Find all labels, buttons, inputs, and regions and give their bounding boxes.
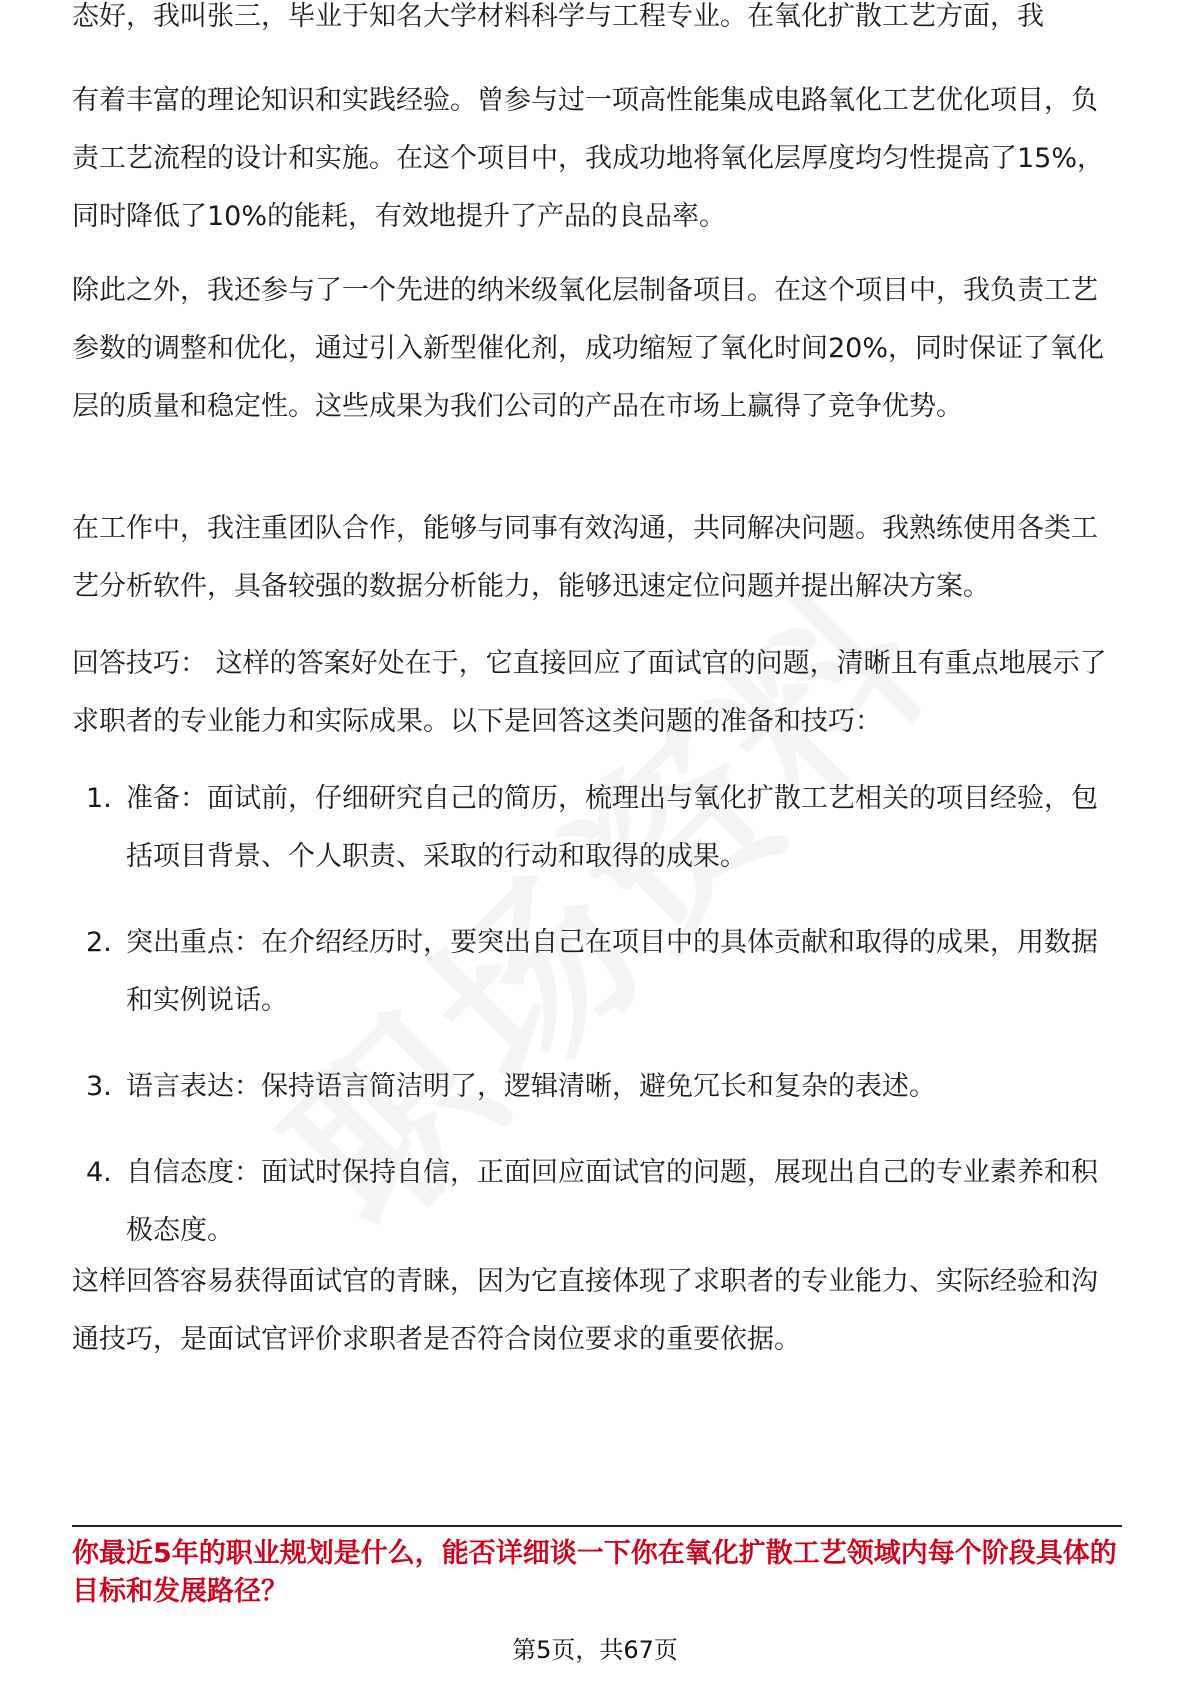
list-item-number: 1. — [86, 783, 112, 814]
cut-off-top-line-text: 态好，我叫张三，毕业于知名大学材料科学与工程专业。在氧化扩散工艺方面，我 — [72, 1, 1044, 32]
paragraph-answer-tips: 回答技巧： 这样的答案好处在于，它直接回应了面试官的问题，清晰且有重点地展示了求职者的专业能力和实际成果。以下是回答这类问题的准备和技巧： — [72, 648, 1107, 737]
list-item — [72, 1144, 1122, 1260]
paragraph-experience: 有着丰富的理论知识和实践经验。曾参与过一项高性能集成电路氧化工艺优化项目，负责工艺流程的设计和实施。在这个项目中，我成功地将氧化层厚度均匀性提高了15%，同时降低了10%的能耗，有效地提升了产品的良品率。 — [72, 85, 1105, 232]
paragraph-nano-project: 除此之外，我还参与了一个先进的纳米级氧化层制备项目。在这个项目中，我负责工艺参数的调整和优化，通过引入新型催化剂，成功缩短了氧化时间20%，同时保证了氧化层的质量和稳定性。这些成果为我们公司的产品在市场上赢得了竞争优势。 — [72, 275, 1105, 422]
list-item-number: 3. — [86, 1071, 112, 1102]
paragraph-teamwork: 在工作中，我注重团队合作，能够与同事有效沟通，共同解决问题。我熟练使用各类工艺分析软件，具备较强的数据分析能力，能够迅速定位问题并提出解决方案。 — [72, 513, 1098, 602]
list-item-text: 自信态度：面试时保持自信，正面回应面试官的问题，展现出自己的专业素养和积极态度。 — [126, 1157, 1098, 1246]
list-item — [72, 770, 1122, 886]
list-item-text: 准备：面试前，仔细研究自己的简历，梳理出与氧化扩散工艺相关的项目经验，包括项目背景、个人职责、采取的行动和取得的成果。 — [126, 783, 1098, 872]
list-item-number: 2. — [86, 927, 112, 958]
cut-off-top-line — [72, 1, 1122, 54]
list-item — [72, 914, 1122, 1030]
list-item-text: 语言表达：保持语言简洁明了，逻辑清晰，避免冗长和复杂的表述。 — [126, 1071, 936, 1102]
list-item-text: 突出重点：在介绍经历时，要突出自己在项目中的具体贡献和取得的成果，用数据和实例说话。 — [126, 927, 1098, 1016]
list-item — [72, 1058, 1122, 1116]
list-item-number: 4. — [86, 1157, 112, 1188]
next-question-heading: 你最近5年的职业规划是什么，能否详细谈一下你在氧化扩散工艺领域内每个阶段具体的目标和发展路径？ — [72, 1538, 1117, 1607]
tips-list — [72, 770, 1122, 1288]
page-footer: 第5页，共67页 — [512, 1636, 678, 1664]
paragraph-conclusion: 这样回答容易获得面试官的青睐，因为它直接体现了求职者的专业能力、实际经验和沟通技巧，是面试官评价求职者是否符合岗位要求的重要依据。 — [72, 1266, 1098, 1355]
section-divider — [72, 1525, 1122, 1527]
